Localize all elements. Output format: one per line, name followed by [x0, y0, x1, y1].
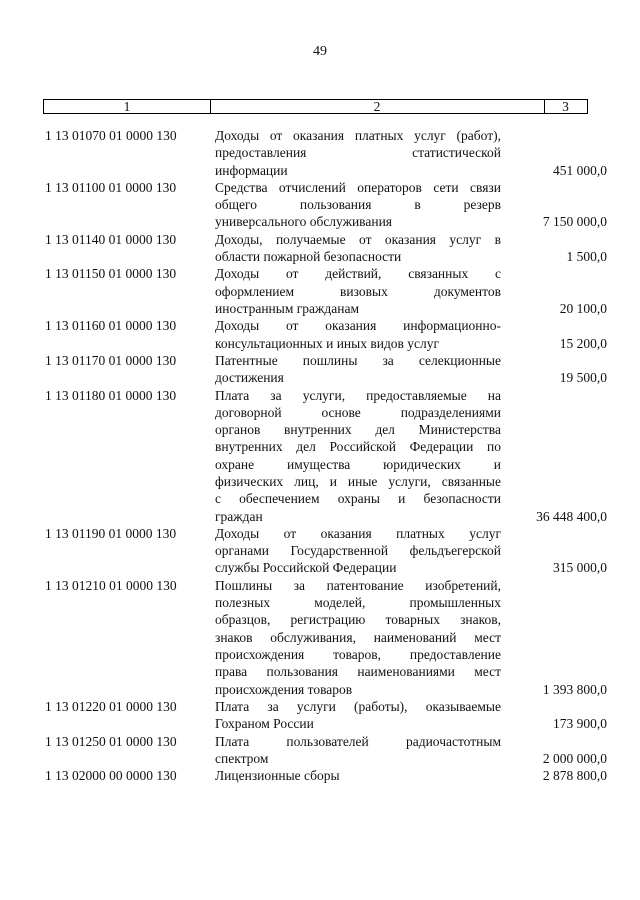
row-amount: 15 200,0	[559, 335, 607, 351]
header-col-2: 2	[210, 100, 545, 113]
row-description-line: права пользования наименованиями мест	[215, 664, 501, 680]
row-description-line: общего пользования в резерв	[215, 197, 501, 213]
row-description-line: органами Государственной фельдъегерской	[215, 543, 501, 559]
row-description	[215, 127, 501, 179]
row-code: 1 13 01160 01 0000 130	[45, 318, 177, 334]
row-code: 1 13 01210 01 0000 130	[45, 577, 177, 593]
header-col-3: 3	[562, 99, 569, 114]
row-description-line: службы Российской Федерации	[215, 560, 397, 576]
row-description-line: Гохраном России	[215, 716, 314, 732]
row-amount: 315 000,0	[553, 560, 607, 576]
row-description-line: происхождения товаров	[215, 681, 353, 697]
row-description-line: знаков обслуживания, наименований мест	[215, 629, 501, 645]
header-col-1: 1	[44, 100, 211, 113]
row-description-line: Доходы от оказания платных услуг (работ),	[215, 128, 501, 143]
page-number: 49	[313, 44, 327, 59]
row-code: 1 13 01250 01 0000 130	[45, 733, 177, 749]
row-description	[215, 698, 501, 733]
row-code: 1 13 01140 01 0000 130	[45, 231, 177, 247]
row-description-line: оформлением визовых документов	[215, 283, 501, 299]
row-amount: 19 500,0	[559, 370, 607, 386]
row-description-line: Патентные пошлины за селекционные	[215, 352, 501, 368]
row-code: 1 13 01180 01 0000 130	[45, 387, 177, 403]
row-code: 1 13 01220 01 0000 130	[45, 698, 177, 714]
row-amount: 173 900,0	[553, 716, 607, 732]
row-description-line: граждан	[215, 508, 263, 524]
row-description-line: охране имущества юридических и	[215, 456, 501, 472]
row-code: 1 13 02000 00 0000 130	[45, 768, 177, 784]
row-code: 1 13 01070 01 0000 130	[45, 128, 177, 143]
row-amount: 36 448 400,0	[536, 508, 607, 524]
row-description-line: Средства отчислений операторов сети связи	[215, 179, 501, 195]
row-description-line: органов внутренних дел Министерства	[215, 422, 501, 438]
row-amount: 7 150 000,0	[542, 214, 607, 230]
row-description	[215, 387, 501, 525]
row-description-line: Пошлины за патентование изобретений,	[215, 577, 501, 593]
row-description-line: Доходы от оказания платных услуг	[215, 525, 501, 541]
row-code: 1 13 01100 01 0000 130	[45, 179, 177, 195]
row-description-line: области пожарной безопасности	[215, 249, 402, 265]
row-description-line: с обеспечением охраны и безопасности	[215, 491, 501, 507]
row-description-line: Доходы, получаемые от оказания услуг в	[215, 231, 501, 247]
row-description	[215, 179, 501, 231]
row-description-line: Доходы от оказания информационно-	[215, 318, 501, 334]
row-amount: 1 500,0	[566, 249, 607, 265]
row-description-line: Лицензионные сборы	[215, 768, 340, 784]
row-description	[215, 577, 501, 698]
row-description-line: консультационных и иных видов услуг	[215, 335, 440, 351]
row-description	[215, 733, 501, 768]
row-amount: 2 878 800,0	[542, 768, 607, 784]
row-code: 1 13 01170 01 0000 130	[45, 352, 177, 368]
row-description-line: происхождения товаров, предоставление	[215, 646, 501, 662]
row-description-line: внутренних дел Российской Федерации по	[215, 439, 501, 455]
row-description-line: предоставления статистической	[215, 145, 501, 161]
row-description-line: образцов, регистрацию товарных знаков,	[215, 612, 501, 628]
row-description	[215, 317, 501, 352]
row-description-line: договорной основе подразделениями	[215, 404, 501, 420]
row-description-line: достижения	[215, 370, 284, 386]
table-header	[43, 99, 588, 114]
row-code: 1 13 01190 01 0000 130	[45, 525, 177, 541]
row-description-line: физических лиц, и иные услуги, связанные	[215, 473, 501, 489]
row-description-line: спектром	[215, 750, 269, 766]
row-description	[215, 525, 501, 577]
row-code: 1 13 01150 01 0000 130	[45, 266, 177, 282]
row-description	[215, 767, 501, 784]
row-description-line: информации	[215, 162, 288, 178]
row-amount: 451 000,0	[553, 162, 607, 178]
row-description	[215, 352, 501, 387]
row-description-line: Плата за услуги (работы), оказываемые	[215, 698, 501, 714]
row-amount: 2 000 000,0	[542, 750, 607, 766]
row-description-line: иностранным гражданам	[215, 300, 359, 316]
row-description-line: Плата за услуги, предоставляемые на	[215, 387, 501, 403]
row-amount: 20 100,0	[559, 300, 607, 316]
row-description-line: полезных моделей, промышленных	[215, 595, 501, 611]
row-description-line: Доходы от действий, связанных с	[215, 266, 501, 282]
row-description-line: Плата пользователей радиочастотным	[215, 733, 501, 749]
row-description-line: универсального обслуживания	[215, 214, 393, 230]
row-description	[215, 231, 501, 266]
row-amount: 1 393 800,0	[542, 681, 607, 697]
row-description	[215, 265, 501, 317]
